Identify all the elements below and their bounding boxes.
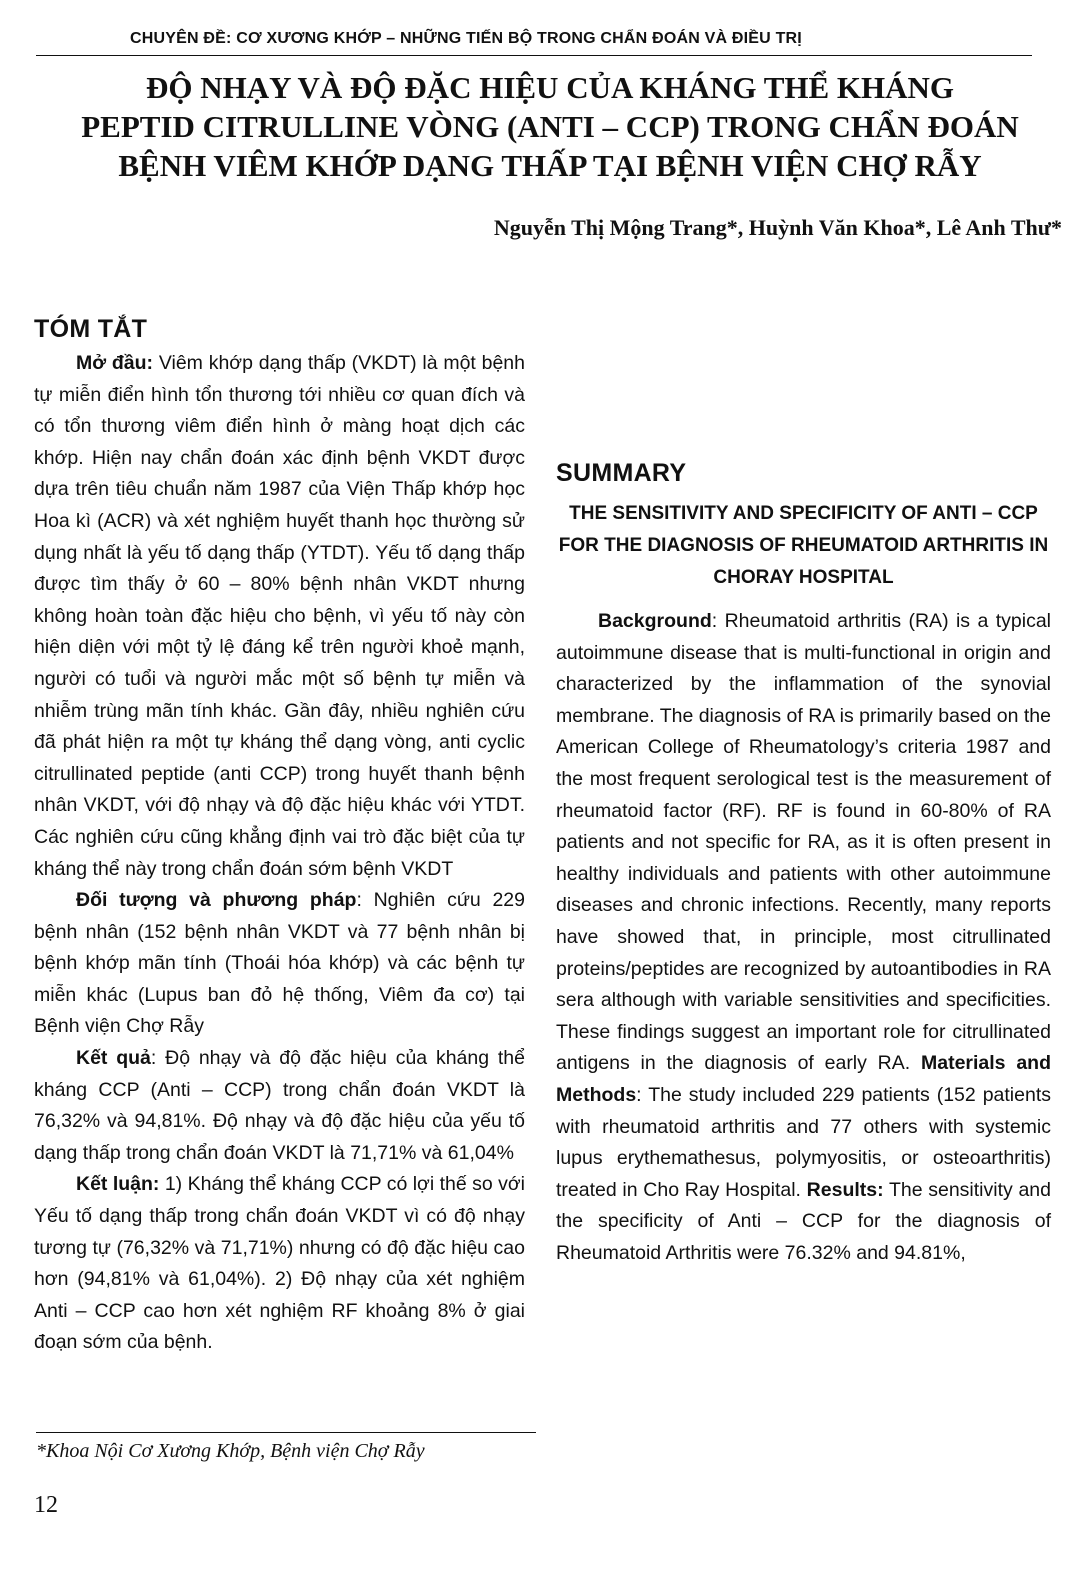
ket-luan-label: Kết luận: — [76, 1173, 160, 1196]
title-line: ĐỘ NHẠY VÀ ĐỘ ĐẶC HIỆU CỦA KHÁNG THỂ KHÁNG — [145, 70, 955, 105]
methods-text: : The study included 229 patients (152 patients with rheumatoid arthritis and 77 others with systemic lupus erythemathesus, polymyositis, or osteoarthritis) treated in Cho Ray Hospital. — [556, 1083, 1051, 1201]
authors: Nguyễn Thị Mộng Trang*, Huỳnh Văn Khoa*, Lê Anh Thư* — [493, 215, 1062, 240]
ket-qua-paragraph — [34, 1043, 525, 1169]
title-line: BỆNH VIÊM KHỚP DẠNG THẤP TẠI BỆNH VIỆN CHỢ RẪY — [118, 148, 982, 183]
ket-luan-paragraph — [34, 1169, 525, 1359]
title-line: PEPTID CITRULLINE VÒNG (ANTI – CCP) TRONG CHẨN ĐOÁN — [81, 109, 1019, 144]
affiliation-footnote: *Khoa Nội Cơ Xương Khớp, Bệnh viện Chợ Rẫy — [36, 1440, 425, 1462]
mo-dau-paragraph — [34, 348, 525, 885]
doi-tuong-text: : Nghiên cứu 229 bệnh nhân (152 bệnh nhân VKDT và 77 bệnh nhân bị bệnh khớp mãn tính (Thoái hóa khớp) và các bệnh tự miễn khác (Lupus ban đỏ hệ thống, Viêm đa cơ) tại Bệnh viện Chợ Rẫy — [34, 889, 526, 1038]
running-header: CHUYÊN ĐỀ: CƠ XƯƠNG KHỚP – NHỮNG TIẾN BỘ TRONG CHẨN ĐOÁN VÀ ĐIỀU TRỊ — [130, 30, 802, 47]
ket-qua-label: Kết quả — [76, 1047, 151, 1070]
results-text: The sensitivity and the specificity of Anti – CCP for the diagnosis of Rheumatoid Arthritis were 76.32% and 94.81%, — [556, 1178, 1051, 1264]
tom-tat-heading: TÓM TẮT — [34, 315, 148, 343]
header-divider — [36, 55, 1032, 56]
summary-heading: SUMMARY — [556, 459, 687, 487]
background-text: : Rheumatoid arthritis (RA) is a typical autoimmune disease that is multi-functional in origin and characterized by the inflammation of the synovial membrane. The diagnosis of RA is primarily based on the American College of Rheumatology’s criteria 1987 and the most frequent serological test is the measurement of rheumatoid factor (RF). RF is found in 60-80% of RA patients and not specific for RA, as it is often present in healthy individuals and patients with other autoimmune diseases and chronic infections. Recently, many reports have showed that, in principle, most citrullinated proteins/peptides are recognized by autoantibodies in RA sera although with variable sensitivities and specificities. These findings suggest an important role for citrullinated antigens in the diagnosis of early RA. — [556, 610, 1051, 1075]
summary-paragraph — [556, 606, 1051, 1269]
methods-label: Materials and Methods — [556, 1052, 1051, 1106]
doi-tuong-label: Đối tượng và phương pháp — [76, 889, 357, 912]
left-column — [34, 312, 525, 1359]
background-label: Background — [598, 610, 712, 632]
column-continuation — [556, 312, 1051, 438]
ket-luan-text: 1) Kháng thể kháng CCP có lợi thế so với Yếu tố dạng thấp trong chẩn đoán VKDT vì có độ nhạy tương tự (76,32% và 71,71%) nhưng có độ đặc hiệu cao hơn (94,81% và 61,04%). 2) Độ nhạy của xét nghiệm Anti – CCP cao hơn xét nghiệm RF khoảng 8% ở giai đoạn sớm của bệnh. — [34, 1173, 525, 1354]
mo-dau-text: Viêm khớp dạng thấp (VKDT) là một bệnh tự miễn điển hình tổn thương tới nhiều cơ quan đích và có tổn thương viêm điển hình ở màng hoạt dịch các khớp. Hiện nay chẩn đoán xác định bệnh VKDT được dựa trên tiêu chuẩn năm 1987 của Viện Thấp khớp học Hoa kì (ACR) và xét nghiệm huyết thanh học thường sử dụng nhất là yếu tố dạng thấp (YTDT). Yếu tố dạng thấp được tìm thấy ở 60 – 80% bệnh nhân VKDT nhưng không hoàn toàn đặc hiệu cho bệnh, vì yếu tố này còn hiện diện với một tỷ lệ đáng kể trên người khoẻ mạnh, người có tuổi và người mắc một số bệnh tự miễn và nhiễm trùng mãn tính khác. Gần đây, nhiều nghiên cứu đã phát hiện ra một tự kháng thể dạng vòng, anti cyclic citrullinated peptide (anti CCP) trong huyết thanh bệnh nhân VKDT, với độ nhạy và độ đặc hiệu khác với YTDT. Các nghiên cứu cũng khẳng định vai trò đặc biệt của tự kháng thể này trong chẩn đoán sớm bệnh VKDT — [34, 352, 525, 880]
footnote-divider — [36, 1432, 536, 1433]
right-column — [556, 312, 1051, 1269]
page-number: 12 — [34, 1492, 58, 1518]
article-title — [40, 68, 1060, 185]
ket-qua-text: : Độ nhạy và độ đặc hiệu của kháng thể kháng CCP (Anti – CCP) trong chẩn đoán VKDT là 76,32% và 94,81%. Độ nhạy và độ đặc hiệu của yếu tố dạng thấp trong chẩn đoán VKDT là 71,71% và 61,04% — [34, 1047, 525, 1164]
summary-title: THE SENSITIVITY AND SPECIFICITY OF ANTI – CCP FOR THE DIAGNOSIS OF RHEUMATOID ARTHRITIS IN CHORAY HOSPITAL — [558, 503, 1049, 588]
doi-tuong-paragraph — [34, 885, 525, 1043]
mo-dau-label: Mở đầu: — [76, 352, 154, 374]
results-label: Results: — [806, 1178, 884, 1201]
